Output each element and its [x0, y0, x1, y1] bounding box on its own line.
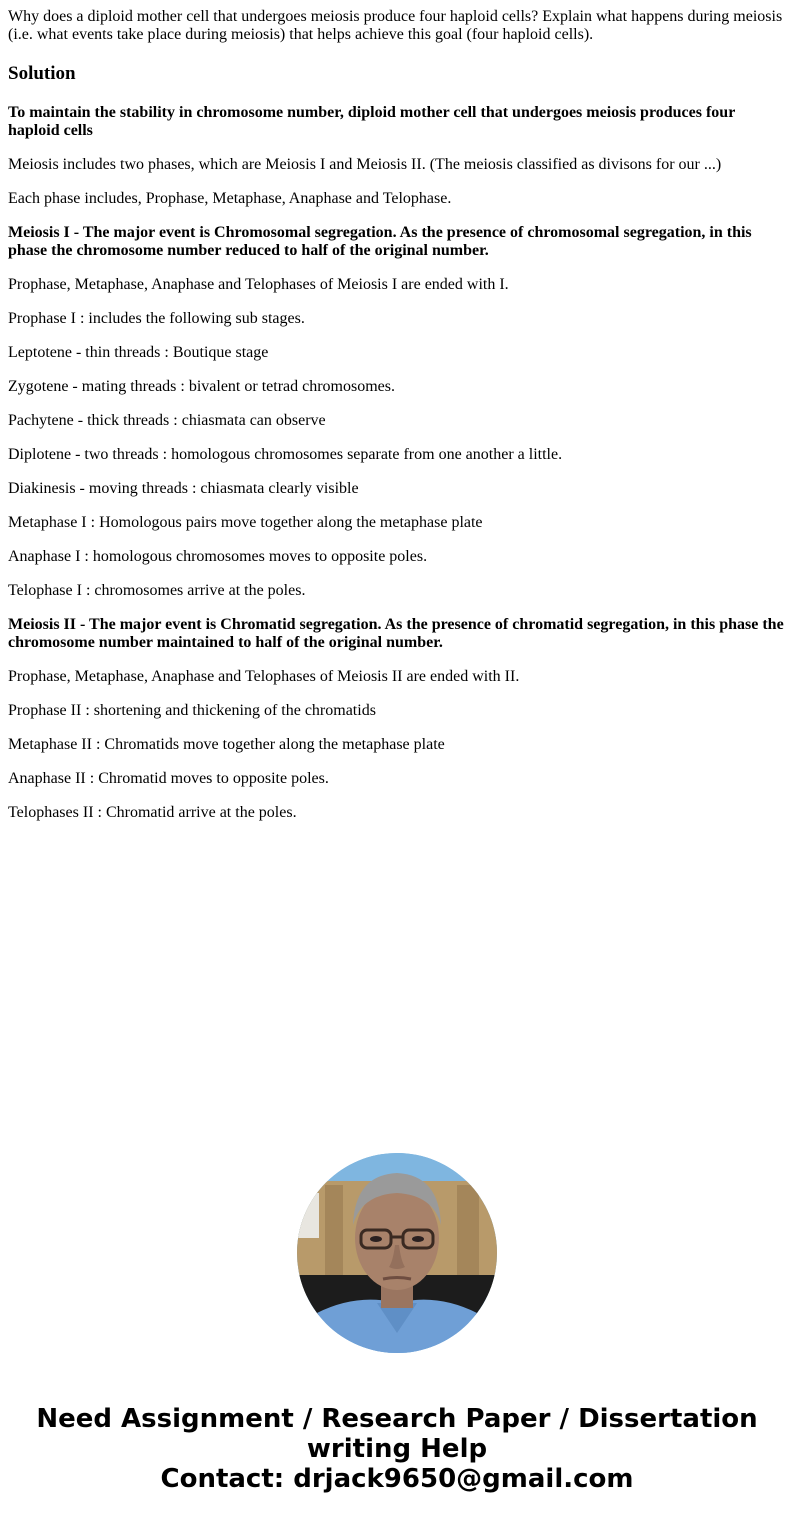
paragraph-pachytene: Pachytene - thick threads : chiasmata can observe [8, 412, 326, 429]
paragraph-meiosis-i-naming: Prophase, Metaphase, Anaphase and Telophases of Meiosis I are ended with I. [8, 276, 509, 293]
paragraph-diplotene: Diplotene - two threads : homologous chromosomes separate from one another a little. [8, 446, 563, 463]
paragraph-telophase-ii: Telophases II : Chromatid arrive at the poles. [8, 804, 297, 821]
paragraph-leptotene: Leptotene - thin threads : Boutique stage [8, 344, 269, 361]
author-avatar [297, 1153, 497, 1353]
paragraph-prophase-ii: Prophase II : shortening and thickening of the chromatids [8, 702, 376, 719]
paragraph-zygotene: Zygotene - mating threads : bivalent or tetrad chromosomes. [8, 378, 395, 395]
paragraph-meiosis-ii-naming: Prophase, Metaphase, Anaphase and Telophases of Meiosis II are ended with II. [8, 668, 520, 685]
promo-line-1: Need Assignment / Research Paper / Dissertation [36, 1404, 758, 1434]
promo-banner [0, 1404, 794, 1494]
person-photo-icon [297, 1153, 497, 1353]
heading-meiosis-ii: Meiosis II - The major event is Chromatid segregation. As the presence of chromatid segregation, in this phase the chromosome number maintained to half of the original number. [8, 616, 784, 651]
paragraph-prophase-i: Prophase I : includes the following sub stages. [8, 310, 305, 327]
paragraph-phases: Meiosis includes two phases, which are Meiosis I and Meiosis II. (The meiosis classified as divisons for our ...) [8, 156, 722, 173]
paragraph-anaphase-ii: Anaphase II : Chromatid moves to opposite poles. [8, 770, 329, 787]
heading-meiosis-i: Meiosis I - The major event is Chromosomal segregation. As the presence of chromosomal segregation, in this phase the chromosome number reduced to half of the original number. [8, 224, 752, 259]
paragraph-each-phase: Each phase includes, Prophase, Metaphase, Anaphase and Telophase. [8, 190, 452, 207]
solution-heading: Solution [8, 63, 76, 84]
paragraph-metaphase-i: Metaphase I : Homologous pairs move together along the metaphase plate [8, 514, 483, 531]
question-text: Why does a diploid mother cell that undergoes meiosis produce four haploid cells? Explain what happens during meiosis (i.e. what events take place during meiosis) that helps achieve this goal (four haploid cells). [8, 8, 783, 43]
document-body [8, 8, 786, 838]
paragraph-metaphase-ii: Metaphase II : Chromatids move together along the metaphase plate [8, 736, 445, 753]
promo-line-2: writing Help [306, 1434, 488, 1464]
promo-contact: Contact: drjack9650@gmail.com [160, 1464, 634, 1494]
paragraph-telophase-i: Telophase I : chromosomes arrive at the poles. [8, 582, 306, 599]
solution-summary: To maintain the stability in chromosome number, diploid mother cell that undergoes meiosis produces four haploid cells [8, 104, 736, 139]
paragraph-anaphase-i: Anaphase I : homologous chromosomes moves to opposite poles. [8, 548, 428, 565]
paragraph-diakinesis: Diakinesis - moving threads : chiasmata clearly visible [8, 480, 359, 497]
